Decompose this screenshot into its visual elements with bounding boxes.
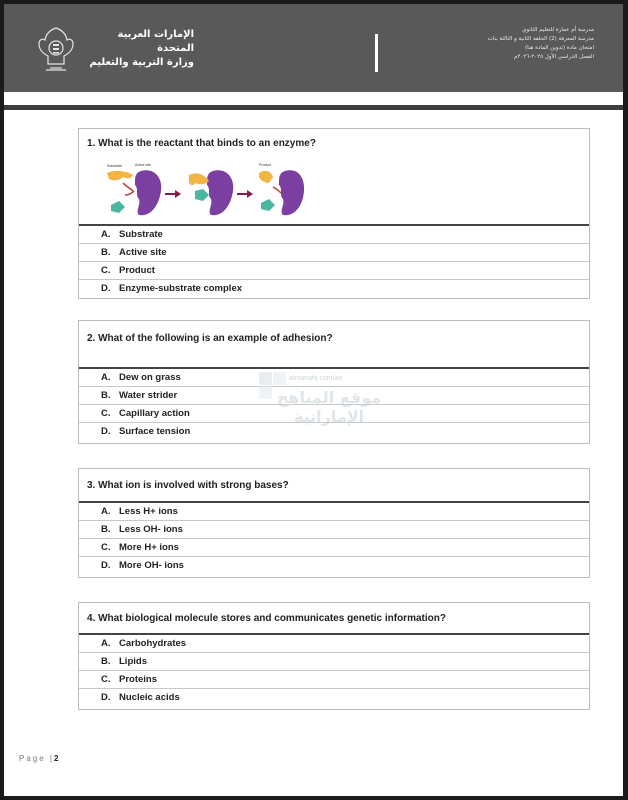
answer-option[interactable]: B. Water strider <box>79 387 589 405</box>
question-1-options <box>79 224 589 298</box>
country-name: الإمارات العربية المتحدة <box>117 29 194 54</box>
page-header <box>4 4 623 92</box>
ministry-title: وزارة التربية والتعليم <box>89 57 194 68</box>
question-3 <box>78 468 590 578</box>
answer-option[interactable]: A. Substrate <box>79 226 589 244</box>
question-2-title: 2. What of the following is an example of adhesion? <box>87 333 333 344</box>
answer-option[interactable]: D. Enzyme-substrate complex <box>101 283 243 294</box>
ministry-name <box>84 28 194 70</box>
question-4-options <box>79 633 589 707</box>
question-1-title: 1. What is the reactant that binds to an enzyme? <box>87 138 316 149</box>
answer-option[interactable]: D. Nucleic acids <box>101 692 180 703</box>
diagram-label-substrate: Substrate <box>107 164 122 168</box>
question-4-title: 4. What biological molecule stores and communicates genetic information? <box>87 613 446 624</box>
header-divider <box>375 34 378 72</box>
answer-option[interactable]: B. Lipids <box>79 653 589 671</box>
enzyme-stage-1 <box>107 163 161 215</box>
watermark-url: almanahj.com/ae <box>289 375 343 382</box>
diagram-label-active-site: Active site <box>135 163 151 167</box>
enzyme-diagram <box>105 161 305 219</box>
question-1 <box>78 128 590 299</box>
question-3-options <box>79 501 589 575</box>
page-label: Page | <box>19 754 54 763</box>
arrow-icon <box>237 190 253 198</box>
arrow-icon <box>165 190 181 198</box>
question-4 <box>78 602 590 710</box>
answer-option[interactable]: A. Less H+ ions <box>79 503 589 521</box>
enzyme-stage-3 <box>259 163 304 215</box>
school-line: مدرسة أم عمارة للتعليم الثانوي <box>522 27 594 33</box>
uae-emblem-icon <box>36 24 76 74</box>
question-3-title: 3. What ion is involved with strong bases? <box>87 480 289 491</box>
term-line: الفصل الدراسي الأول ٢٠٢٥-٢٠٢٦م <box>513 54 594 60</box>
page-footer <box>19 754 58 763</box>
answer-option[interactable]: C. Capillary action <box>79 405 589 423</box>
answer-option[interactable]: B. Less OH- ions <box>79 521 589 539</box>
exam-page <box>4 4 623 796</box>
page-number: 2 <box>53 754 59 763</box>
header-underline <box>4 92 623 110</box>
school-info <box>464 26 594 62</box>
answer-option[interactable]: D. Surface tension <box>101 426 191 437</box>
answer-option[interactable]: C. Proteins <box>79 671 589 689</box>
answer-option[interactable]: A. Carbohydrates <box>79 635 589 653</box>
watermark <box>259 372 389 432</box>
watermark-logo-icon <box>259 372 272 385</box>
enzyme-stage-2 <box>189 170 233 215</box>
watermark-text: موقع المناهج الإماراتية <box>276 388 382 426</box>
exam-line: امتحان مادة (تدوين المادة هنا) <box>524 45 594 51</box>
diagram-label-product: Product <box>259 163 272 167</box>
answer-option[interactable]: A. Dew on grass <box>79 369 589 387</box>
answer-option[interactable]: C. Product <box>79 262 589 280</box>
school-line: مدرسة المعرفة (2) الحلقة الثانية و الثالثة بنات <box>487 36 594 42</box>
answer-option[interactable]: D. More OH- ions <box>101 560 184 571</box>
answer-option[interactable]: B. Active site <box>79 244 589 262</box>
answer-option[interactable]: C. More H+ ions <box>79 539 589 557</box>
